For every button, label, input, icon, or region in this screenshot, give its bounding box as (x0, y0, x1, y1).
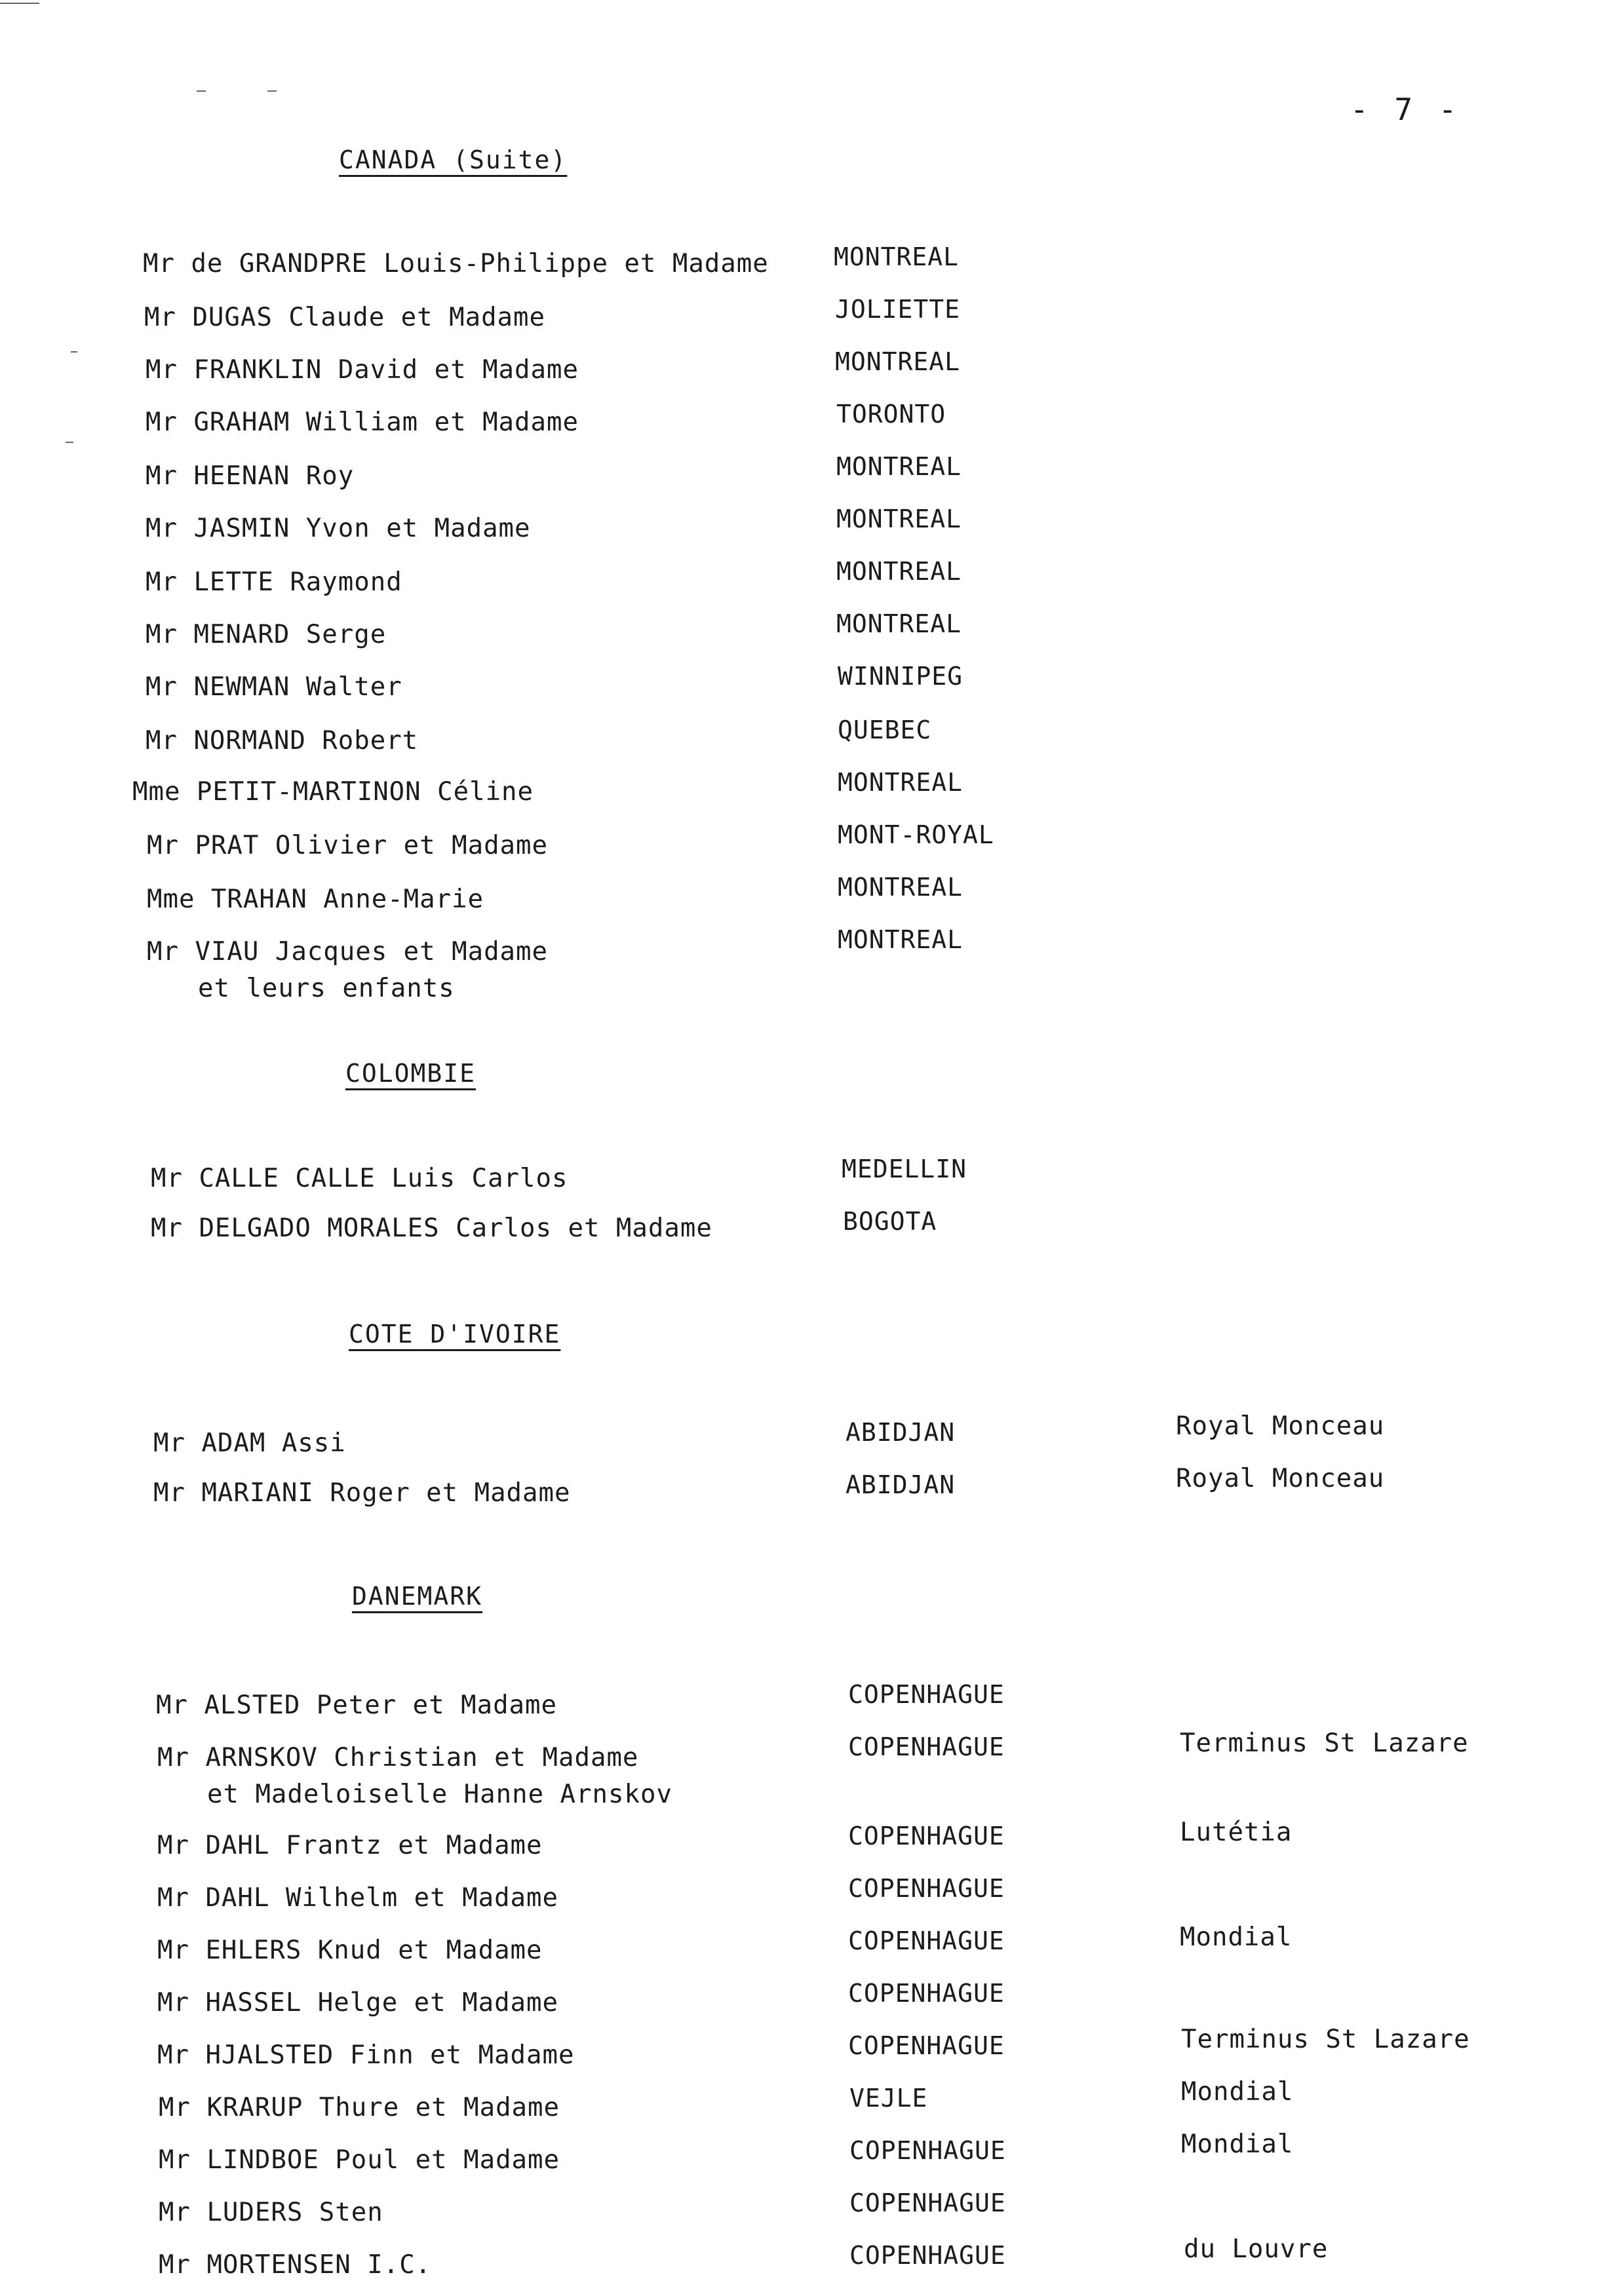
entry-city: MONTREAL (838, 873, 963, 902)
entry-hotel: Mondial (1181, 2077, 1294, 2107)
entry-city: MONTREAL (835, 347, 961, 376)
entry-name: Mr ARNSKOV Christian et Madame (157, 1743, 639, 1772)
entry-name: Mr NORMAND Robert (146, 726, 419, 756)
entry-city: COPENHAGUE (848, 1926, 1005, 1955)
entry-hotel: Mondial (1180, 1923, 1293, 1952)
entry-city: ABIDJAN (846, 1470, 956, 1499)
entry-city: COPENHAGUE (848, 1680, 1005, 1709)
entry-hotel: Terminus St Lazare (1181, 2025, 1470, 2054)
entry-city: WINNIPEG (838, 662, 963, 691)
scan-mark (197, 90, 206, 92)
entry-name: Mr HJALSTED Finn et Madame (157, 2040, 575, 2070)
scan-mark (267, 90, 277, 92)
entry-city: JOLIETTE (835, 295, 961, 324)
entry-city: COPENHAGUE (848, 1732, 1005, 1761)
entry-name: Mr MARIANI Roger et Madame (153, 1478, 571, 1508)
scan-mark (71, 351, 77, 353)
entry-city: COPENHAGUE (849, 2241, 1006, 2270)
entry-name: Mme TRAHAN Anne-Marie (147, 885, 484, 914)
entry-name: Mr DELGADO MORALES Carlos et Madame (151, 1214, 712, 1243)
entry-name: Mr HASSEL Helge et Madame (157, 1988, 558, 2018)
entry-name: Mr DAHL Frantz et Madame (157, 1831, 543, 1860)
entry-name: Mr ADAM Assi (153, 1428, 346, 1458)
entry-city: MONTREAL (834, 242, 960, 271)
entry-name: Mr HEENAN Roy (146, 461, 355, 491)
entry-name-continuation: et leurs enfants (198, 974, 455, 1003)
entry-name: Mr NEWMAN Walter (146, 672, 402, 702)
section-heading-colombie: COLOMBIE (345, 1059, 477, 1088)
page-number: - 7 - (1350, 92, 1461, 127)
entry-city: MONTREAL (838, 925, 963, 954)
entry-name: Mr LINDBOE Poul et Madame (159, 2145, 560, 2175)
entry-city: MONTREAL (836, 609, 962, 638)
section-heading-danemark: DANEMARK (352, 1582, 483, 1611)
entry-hotel: Terminus St Lazare (1180, 1729, 1469, 1758)
entry-hotel: Lutétia (1180, 1818, 1293, 1847)
entry-name: Mr DAHL Wilhelm et Madame (157, 1883, 558, 1913)
entry-city: COPENHAGUE (849, 2189, 1006, 2217)
entry-city: MONTREAL (836, 557, 962, 586)
entry-name: Mr LETTE Raymond (146, 567, 402, 597)
entry-hotel: du Louvre (1184, 2234, 1329, 2264)
entry-city: BOGOTA (843, 1207, 937, 1236)
section-heading-canada: CANADA (Suite) (339, 145, 568, 174)
entry-name: Mr LUDERS Sten (159, 2198, 383, 2227)
entry-city: VEJLE (849, 2084, 928, 2113)
entry-hotel: Mondial (1181, 2130, 1294, 2159)
entry-name: Mr PRAT Olivier et Madame (147, 831, 548, 860)
entry-city: COPENHAGUE (848, 1822, 1005, 1850)
entry-name: Mr KRARUP Thure et Madame (159, 2093, 560, 2122)
entry-city: COPENHAGUE (849, 2136, 1006, 2165)
entry-name: Mr CALLE CALLE Luis Carlos (151, 1164, 568, 1193)
entry-name: Mr GRAHAM William et Madame (146, 408, 579, 437)
entry-city: COPENHAGUE (848, 1979, 1005, 2008)
entry-hotel: Royal Monceau (1176, 1411, 1385, 1441)
entry-name: Mr de GRANDPRE Louis-Philippe et Madame (143, 249, 769, 278)
entry-city: MONTREAL (836, 452, 962, 481)
entry-city: COPENHAGUE (848, 2031, 1005, 2060)
scan-mark (0, 3, 39, 4)
entry-name-continuation: et Madeloiselle Hanne Arnskov (207, 1780, 672, 1809)
entry-name: Mr MENARD Serge (146, 620, 387, 649)
section-heading-cote-divoire: COTE D'IVOIRE (349, 1320, 561, 1349)
entry-name: Mr ALSTED Peter et Madame (156, 1691, 557, 1720)
entry-city: MONTREAL (838, 768, 963, 797)
entry-city: MEDELLIN (842, 1155, 967, 1183)
entry-name: Mr EHLERS Knud et Madame (157, 1936, 543, 1965)
entry-hotel: Royal Monceau (1176, 1464, 1385, 1493)
entry-city: MONT-ROYAL (838, 820, 994, 849)
entry-city: COPENHAGUE (848, 1874, 1005, 1903)
entry-city: ABIDJAN (846, 1418, 956, 1447)
entry-name: Mr DUGAS Claude et Madame (144, 303, 545, 332)
entry-name: Mr MORTENSEN I.C. (159, 2250, 432, 2280)
entry-name: Mr VIAU Jacques et Madame (147, 937, 548, 966)
entry-name: Mr JASMIN Yvon et Madame (146, 514, 531, 543)
entry-name: Mme PETIT-MARTINON Céline (132, 777, 534, 807)
entry-city: QUEBEC (838, 716, 932, 744)
entry-city: MONTREAL (836, 505, 962, 533)
entry-city: TORONTO (836, 400, 946, 429)
entry-name: Mr FRANKLIN David et Madame (146, 355, 579, 385)
scan-mark (66, 442, 73, 443)
